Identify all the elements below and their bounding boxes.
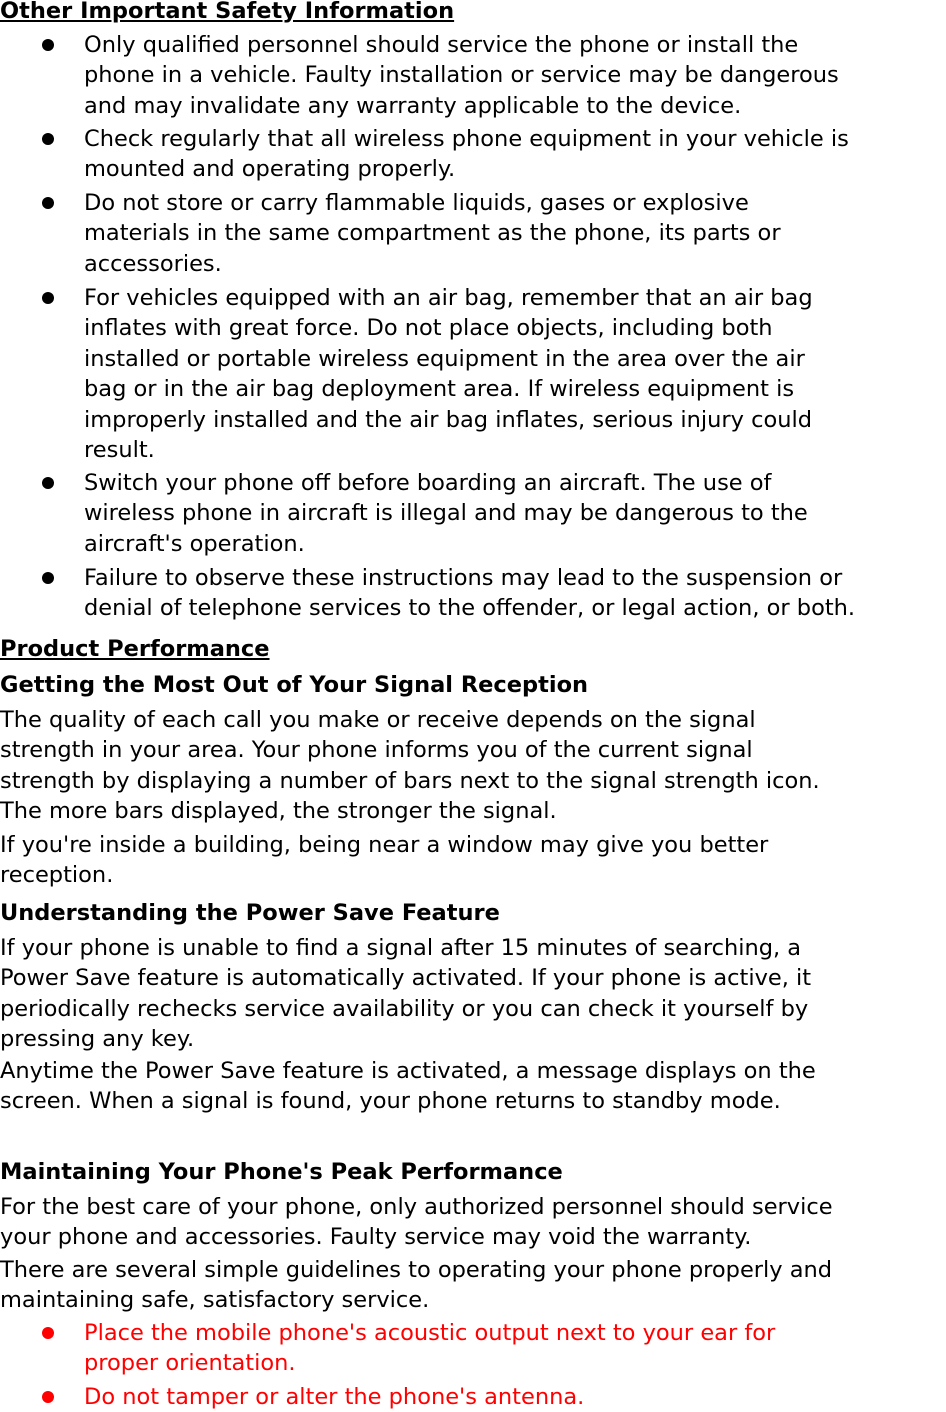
paragraph: If your phone is unable to find a signal after 15 minutes of searching, a Power Save feature is automatically activated. If your phone is active, it periodically rechecks service availability or you can check it yourself by pressing any key.	[0, 935, 812, 1053]
section-title-performance: Product Performance	[0, 636, 270, 662]
bullet-icon	[42, 1327, 54, 1339]
paragraph: For the best care of your phone, only authorized personnel should service your phone and accessories. Faulty service may void the warranty.	[0, 1194, 833, 1251]
heading-power-save: Understanding the Power Save Feature	[0, 900, 500, 926]
bullet-icon	[42, 197, 54, 209]
paragraph: If you're inside a building, being near a window may give you better reception.	[0, 832, 769, 889]
paragraph: There are several simple guidelines to operating your phone properly and maintaining safe, satisfactory service.	[0, 1257, 833, 1314]
bullet-icon	[42, 1391, 54, 1403]
bullet-icon	[42, 133, 54, 145]
bullet-icon	[42, 292, 54, 304]
section-title-safety: Other Important Safety Information	[0, 0, 455, 24]
bullet-icon	[42, 39, 54, 51]
heading-signal: Getting the Most Out of Your Signal Reception	[0, 672, 589, 698]
paragraph: The quality of each call you make or receive depends on the signal strength in your area. Your phone informs you of the current signal strength by displaying a number of bars next to the signal strength icon. The more bars displayed, the stronger the signal.	[0, 707, 820, 825]
heading-peak-performance: Maintaining Your Phone's Peak Performance	[0, 1159, 563, 1185]
paragraph: Anytime the Power Save feature is activated, a message displays on the screen. When a signal is found, your phone returns to standby mode.	[0, 1058, 816, 1115]
bullet-icon	[42, 477, 54, 489]
bullet-icon	[42, 572, 54, 584]
